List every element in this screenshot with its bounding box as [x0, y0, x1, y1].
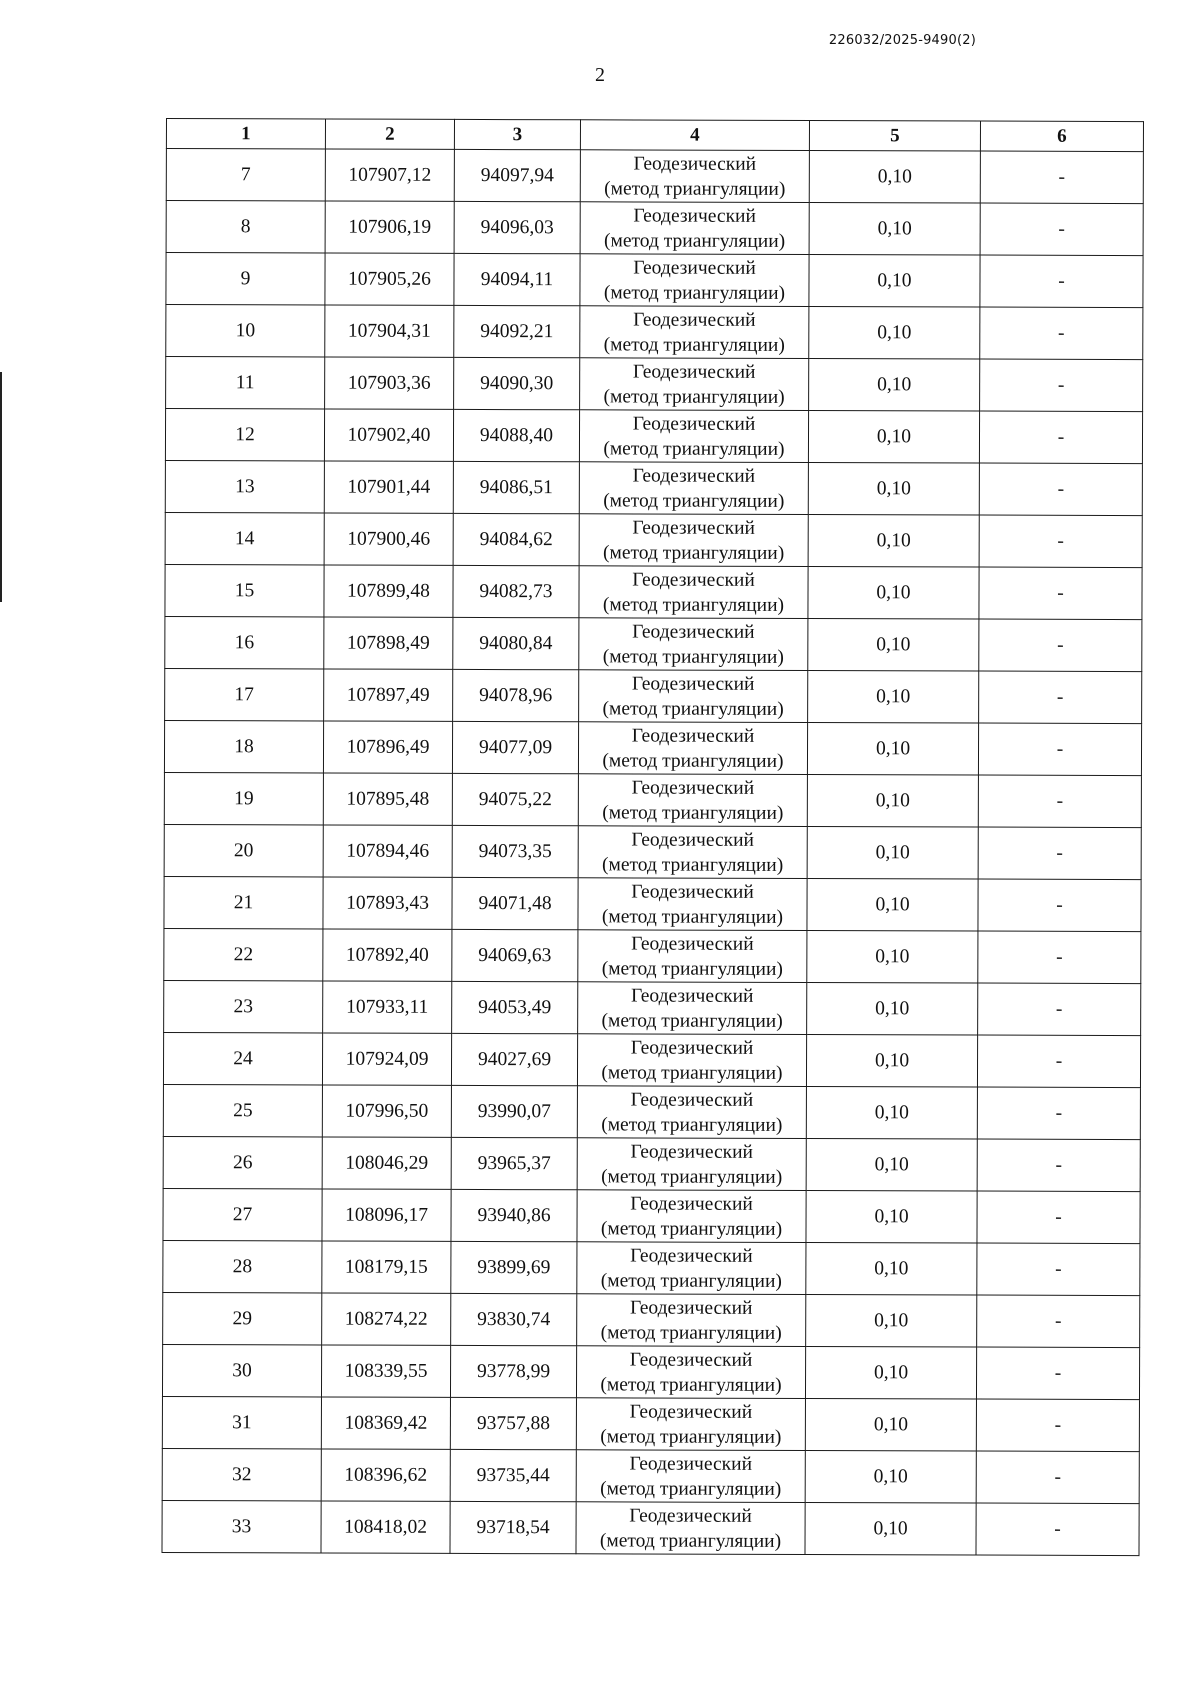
method-cell [578, 930, 807, 983]
method-line-2: (метод триангуляции) [600, 1269, 782, 1292]
method-line-2: (метод триангуляции) [599, 1529, 782, 1552]
method-line-1: Геодезический [630, 984, 754, 1007]
method-line-2: (метод триангуляции) [602, 593, 785, 616]
table-row [166, 149, 1143, 204]
accuracy-value: 0,10 [808, 619, 979, 672]
point-number: 18 [164, 720, 323, 772]
coordinate-y: 93830,74 [451, 1293, 577, 1345]
method-line-1: Геодезический [630, 1088, 754, 1111]
document-id: 226032/2025-9490(2) [828, 33, 976, 48]
table-row [164, 980, 1141, 1035]
coordinate-y: 93940,86 [451, 1189, 577, 1241]
method-line-1: Геодезический [630, 1192, 753, 1215]
coordinate-x: 107906,19 [325, 201, 454, 253]
coordinate-x: 107897,49 [324, 669, 453, 721]
point-number: 15 [165, 564, 324, 616]
method-line-2: (метод триангуляции) [600, 1425, 782, 1448]
coordinate-x: 107899,48 [324, 565, 453, 617]
coordinate-x: 107895,48 [323, 773, 452, 825]
accuracy-value: 0,10 [805, 1451, 976, 1504]
method-line-2: (метод триангуляции) [602, 749, 784, 772]
table-row [162, 1396, 1139, 1451]
note-value: - [979, 411, 1142, 464]
table-row [165, 409, 1142, 464]
point-number: 10 [166, 305, 325, 357]
method-line-1: Геодезический [629, 1504, 752, 1527]
table-row [166, 201, 1143, 256]
method-line-1: Геодезический [632, 516, 756, 539]
coordinate-y: 94027,69 [451, 1033, 577, 1085]
coordinate-x: 107933,11 [323, 981, 452, 1033]
point-number: 22 [164, 928, 323, 980]
coordinate-y: 94080,84 [453, 617, 579, 669]
accuracy-value: 0,10 [806, 1139, 977, 1192]
note-value: - [979, 671, 1142, 724]
note-value: - [978, 723, 1141, 776]
point-number: 23 [164, 980, 323, 1032]
method-cell [580, 306, 809, 359]
note-value: - [980, 359, 1143, 412]
coordinate-y: 94097,94 [454, 149, 580, 201]
method-cell [580, 254, 809, 307]
coordinate-x: 107905,26 [325, 253, 454, 305]
point-number: 12 [165, 409, 324, 461]
method-line-1: Геодезический [631, 776, 755, 799]
method-line-1: Геодезический [632, 620, 755, 643]
coordinates-table [161, 118, 1144, 1556]
note-value: - [978, 775, 1141, 828]
coordinate-x: 108179,15 [322, 1241, 451, 1293]
accuracy-value: 0,10 [807, 827, 978, 880]
column-header-4: 4 [580, 120, 809, 151]
coordinate-x: 107996,50 [322, 1085, 451, 1137]
note-value: - [976, 1503, 1139, 1556]
method-line-2: (метод триангуляции) [601, 957, 783, 980]
note-value: - [977, 1191, 1140, 1244]
table-row [165, 460, 1142, 515]
note-value: - [976, 1399, 1139, 1452]
accuracy-value: 0,10 [805, 1503, 976, 1556]
accuracy-value: 0,10 [807, 775, 978, 828]
accuracy-value: 0,10 [806, 1035, 977, 1088]
point-number: 8 [166, 201, 325, 253]
point-number: 9 [166, 253, 325, 305]
page-number: 2 [595, 64, 605, 86]
method-cell [579, 514, 808, 567]
method-line-1: Геодезический [632, 568, 755, 591]
coordinate-x: 107924,09 [322, 1033, 451, 1085]
method-cell [576, 1398, 805, 1451]
note-value: - [977, 1243, 1140, 1296]
table-row [163, 1136, 1140, 1191]
coordinate-x: 108274,22 [322, 1293, 451, 1345]
method-line-2: (метод триангуляции) [601, 1113, 783, 1136]
coordinate-x: 107902,40 [324, 409, 453, 461]
method-cell [580, 358, 809, 411]
point-number: 19 [164, 772, 323, 824]
method-line-1: Геодезический [630, 1036, 754, 1059]
coordinate-x: 107898,49 [324, 617, 453, 669]
point-number: 20 [164, 824, 323, 876]
method-cell [577, 1086, 806, 1139]
coordinate-y: 94090,30 [454, 357, 580, 409]
method-line-1: Геодезический [630, 1244, 753, 1267]
method-line-1: Геодезический [629, 1296, 753, 1319]
method-cell [578, 878, 807, 931]
note-value: - [976, 1451, 1139, 1504]
column-header-2: 2 [325, 119, 454, 149]
table-row [165, 564, 1142, 619]
coordinate-y: 93990,07 [451, 1085, 577, 1137]
point-number: 25 [163, 1084, 322, 1136]
note-value: - [980, 255, 1143, 308]
accuracy-value: 0,10 [807, 983, 978, 1036]
coordinate-y: 94071,48 [452, 877, 578, 929]
point-number: 27 [163, 1188, 322, 1240]
method-cell [576, 1450, 805, 1503]
table-row [164, 876, 1141, 931]
method-line-2: (метод триангуляции) [604, 177, 786, 200]
coordinate-x: 108369,42 [321, 1397, 450, 1449]
method-cell [576, 1346, 805, 1399]
note-value: - [980, 307, 1143, 360]
accuracy-value: 0,10 [808, 411, 979, 464]
method-line-2: (метод триангуляции) [600, 1373, 782, 1396]
method-line-1: Геодезический [632, 360, 756, 383]
coordinate-y: 93757,88 [450, 1397, 576, 1449]
table-row [166, 357, 1143, 412]
method-cell [577, 1190, 806, 1243]
method-line-2: (метод триангуляции) [601, 1165, 783, 1188]
method-line-2: (метод триангуляции) [603, 489, 785, 512]
coordinate-y: 94084,62 [453, 513, 579, 565]
table-row [166, 305, 1143, 360]
table-row [162, 1448, 1139, 1503]
table-row [163, 1084, 1140, 1139]
note-value: - [977, 1295, 1140, 1348]
column-header-3: 3 [454, 119, 580, 149]
method-line-1: Геодезический [631, 672, 755, 695]
method-line-2: (метод триангуляции) [602, 853, 784, 876]
method-line-1: Геодезический [629, 1348, 753, 1371]
method-line-2: (метод триангуляции) [600, 1477, 782, 1500]
accuracy-value: 0,10 [806, 1295, 977, 1348]
table-body [162, 149, 1143, 1556]
method-line-1: Геодезический [630, 1140, 754, 1163]
coordinate-y: 94069,63 [452, 929, 578, 981]
note-value: - [976, 1347, 1139, 1400]
method-line-1: Геодезический [629, 1400, 753, 1423]
coordinate-x: 107907,12 [325, 149, 454, 201]
accuracy-value: 0,10 [806, 1087, 977, 1140]
note-value: - [979, 463, 1142, 516]
method-line-1: Геодезический [631, 880, 754, 903]
coordinate-y: 94094,11 [454, 253, 580, 305]
method-cell [578, 982, 807, 1035]
method-line-2: (метод триангуляции) [601, 1009, 783, 1032]
coordinate-y: 94092,21 [454, 305, 580, 357]
accuracy-value: 0,10 [805, 1347, 976, 1400]
coordinate-x: 108339,55 [321, 1345, 450, 1397]
accuracy-value: 0,10 [809, 151, 980, 204]
note-value: - [979, 619, 1142, 672]
point-number: 21 [164, 876, 323, 928]
point-number: 26 [163, 1136, 322, 1188]
note-value: - [978, 827, 1141, 880]
method-line-2: (метод триангуляции) [603, 385, 785, 408]
coordinate-y: 93718,54 [450, 1501, 576, 1553]
accuracy-value: 0,10 [808, 671, 979, 724]
table-row [164, 720, 1141, 775]
method-line-2: (метод триангуляции) [603, 437, 785, 460]
coordinate-y: 93735,44 [450, 1449, 576, 1501]
point-number: 31 [162, 1396, 321, 1448]
method-line-2: (метод триангуляции) [603, 541, 785, 564]
method-line-1: Геодезический [633, 256, 756, 279]
note-value: - [980, 203, 1143, 256]
binding-edge-line [0, 372, 2, 602]
method-line-2: (метод триангуляции) [603, 281, 786, 304]
method-cell [577, 1294, 806, 1347]
method-line-1: Геодезический [631, 932, 754, 955]
coordinate-y: 94053,49 [452, 981, 578, 1033]
method-cell [576, 1502, 805, 1555]
method-cell [579, 410, 808, 463]
method-line-2: (метод триангуляции) [600, 1321, 782, 1344]
method-line-2: (метод триангуляции) [601, 1061, 783, 1084]
point-number: 32 [162, 1448, 321, 1500]
note-value: - [978, 931, 1141, 984]
coordinate-y: 94078,96 [453, 669, 579, 721]
coordinate-x: 107900,46 [324, 513, 453, 565]
method-line-1: Геодезический [632, 464, 756, 487]
method-line-2: (метод триангуляции) [603, 333, 785, 356]
point-number: 11 [166, 357, 325, 409]
method-cell [578, 826, 807, 879]
accuracy-value: 0,10 [809, 307, 980, 360]
method-cell [577, 1034, 806, 1087]
table-row [166, 253, 1143, 308]
point-number: 14 [165, 512, 324, 564]
coordinate-x: 107893,43 [323, 877, 452, 929]
header-row [166, 119, 1143, 152]
method-line-1: Геодезический [632, 412, 756, 435]
accuracy-value: 0,10 [808, 567, 979, 620]
coordinate-x: 107894,46 [323, 825, 452, 877]
note-value: - [977, 1087, 1140, 1140]
coordinate-x: 108096,17 [322, 1189, 451, 1241]
column-header-1: 1 [166, 119, 325, 149]
table-row [163, 1188, 1140, 1243]
note-value: - [980, 151, 1143, 204]
table-row [162, 1344, 1139, 1399]
method-line-1: Геодезический [633, 308, 756, 331]
coordinate-y: 94086,51 [453, 461, 579, 513]
coordinate-x: 107901,44 [324, 461, 453, 513]
accuracy-value: 0,10 [809, 359, 980, 412]
accuracy-value: 0,10 [808, 515, 979, 568]
point-number: 28 [163, 1240, 322, 1292]
method-line-2: (метод триангуляции) [602, 801, 784, 824]
table-row [164, 824, 1141, 879]
coordinate-y: 93778,99 [450, 1345, 576, 1397]
method-line-2: (метод триангуляции) [601, 905, 784, 928]
accuracy-value: 0,10 [808, 463, 979, 516]
coordinate-x: 107903,36 [325, 357, 454, 409]
method-cell [579, 670, 808, 723]
point-number: 13 [165, 460, 324, 512]
coordinate-x: 107896,49 [323, 721, 452, 773]
point-number: 24 [163, 1032, 322, 1084]
accuracy-value: 0,10 [806, 1191, 977, 1244]
note-value: - [979, 567, 1142, 620]
coordinate-y: 94077,09 [452, 721, 578, 773]
method-line-1: Геодезический [633, 204, 756, 227]
coordinate-y: 94073,35 [452, 825, 578, 877]
method-line-2: (метод триангуляции) [600, 1217, 783, 1240]
method-cell [577, 1242, 806, 1295]
coordinate-x: 107904,31 [325, 305, 454, 357]
method-cell [577, 1138, 806, 1191]
table-row [165, 616, 1142, 671]
table-row [165, 668, 1142, 723]
note-value: - [979, 515, 1142, 568]
accuracy-value: 0,10 [807, 879, 978, 932]
coordinate-y: 93899,69 [451, 1241, 577, 1293]
method-line-1: Геодезический [633, 152, 757, 175]
note-value: - [977, 1139, 1140, 1192]
method-cell [579, 462, 808, 515]
table-header [166, 119, 1143, 152]
table-row [163, 1032, 1140, 1087]
coordinate-y: 94088,40 [453, 409, 579, 461]
method-line-2: (метод триангуляции) [603, 229, 786, 252]
accuracy-value: 0,10 [805, 1399, 976, 1452]
table-row [163, 1292, 1140, 1347]
point-number: 30 [162, 1344, 321, 1396]
note-value: - [977, 1035, 1140, 1088]
point-number: 16 [165, 616, 324, 668]
coordinate-x: 108418,02 [321, 1501, 450, 1553]
method-cell [578, 774, 807, 827]
method-cell [579, 618, 808, 671]
coordinate-y: 94096,03 [454, 201, 580, 253]
point-number: 29 [163, 1292, 322, 1344]
coordinate-y: 94082,73 [453, 565, 579, 617]
method-line-2: (метод триангуляции) [602, 645, 784, 668]
method-cell [580, 202, 809, 255]
point-number: 17 [165, 668, 324, 720]
accuracy-value: 0,10 [809, 203, 980, 256]
accuracy-value: 0,10 [807, 931, 978, 984]
method-line-1: Геодезический [631, 724, 755, 747]
coordinate-y: 93965,37 [451, 1137, 577, 1189]
accuracy-value: 0,10 [809, 255, 980, 308]
coordinate-y: 94075,22 [452, 773, 578, 825]
table-row [164, 772, 1141, 827]
table-row [162, 1500, 1139, 1555]
method-cell [578, 722, 807, 775]
coordinate-x: 108396,62 [321, 1449, 450, 1501]
method-line-1: Геодезический [631, 828, 755, 851]
accuracy-value: 0,10 [807, 723, 978, 776]
table-row [163, 1240, 1140, 1295]
coordinate-x: 108046,29 [322, 1137, 451, 1189]
method-cell [580, 150, 809, 203]
accuracy-value: 0,10 [806, 1243, 977, 1296]
point-number: 33 [162, 1500, 321, 1552]
point-number: 7 [166, 149, 325, 201]
note-value: - [978, 879, 1141, 932]
method-cell [579, 566, 808, 619]
column-header-6: 6 [980, 121, 1143, 152]
method-line-2: (метод триангуляции) [602, 697, 784, 720]
coordinate-x: 107892,40 [323, 929, 452, 981]
table-row [164, 928, 1141, 983]
method-line-1: Геодезический [629, 1452, 753, 1475]
column-header-5: 5 [809, 121, 980, 152]
table-row [165, 512, 1142, 567]
note-value: - [978, 983, 1141, 1036]
